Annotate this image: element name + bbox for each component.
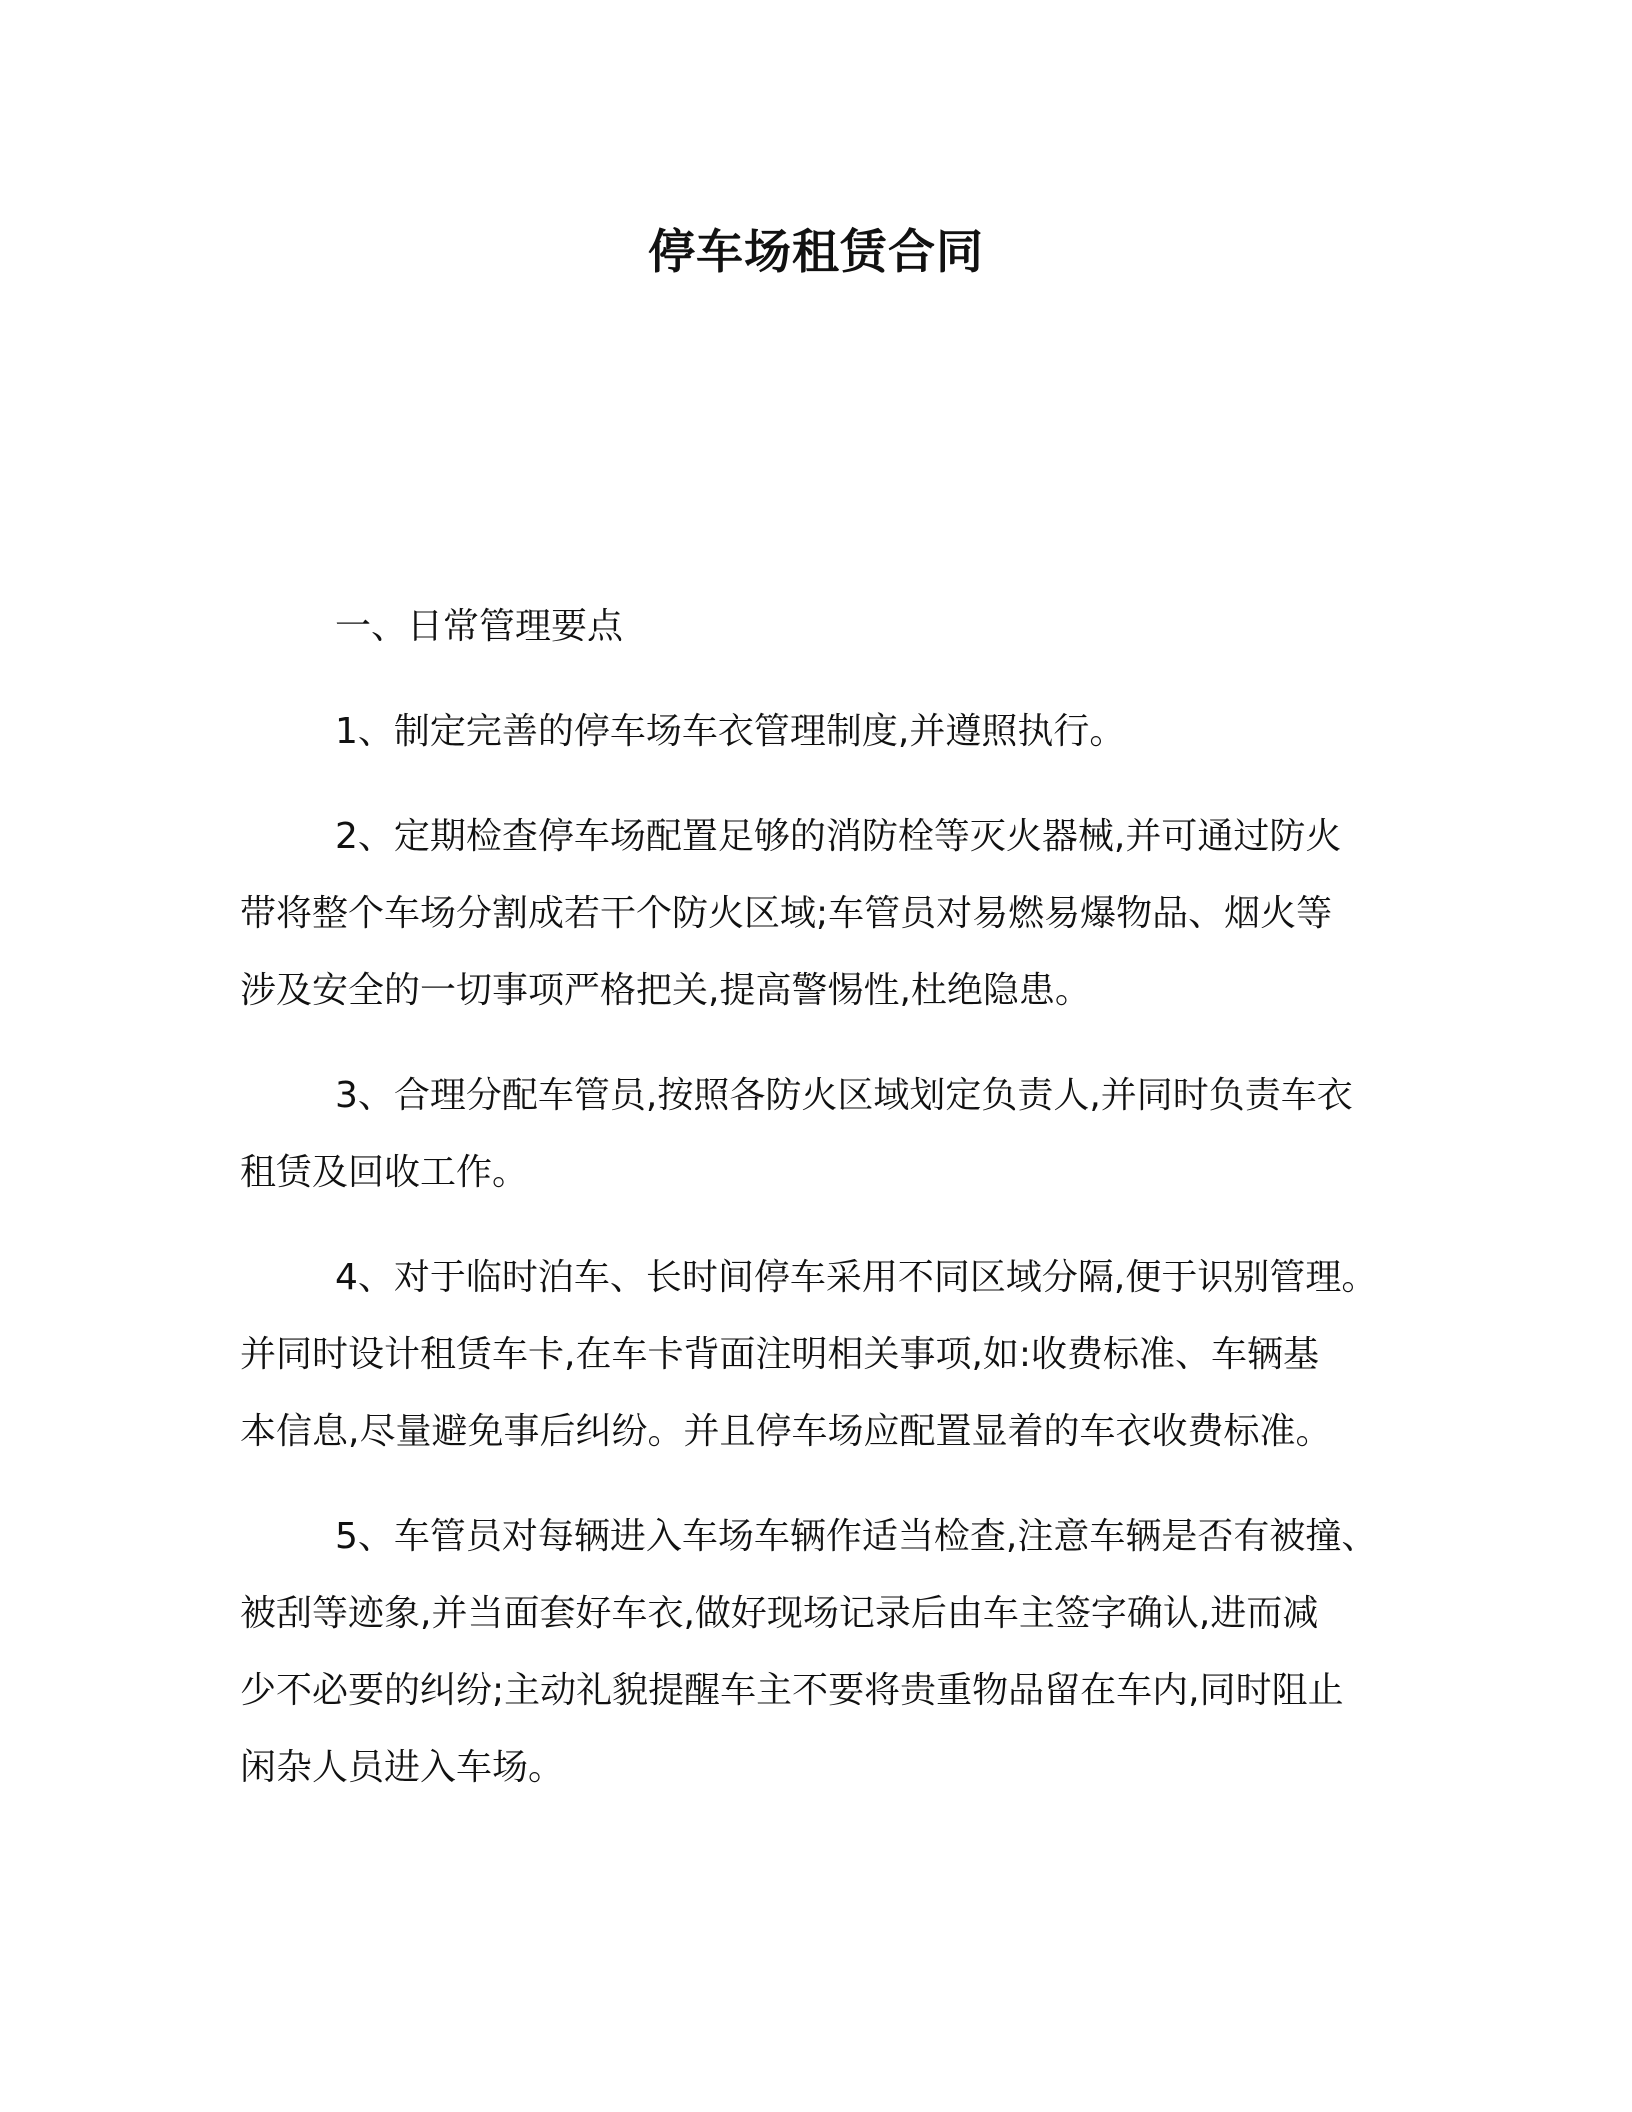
paragraph-line: 2、定期检查停车场配置足够的消防栓等灭火器械,并可通过防火 [335,816,1342,857]
paragraph-3 [240,1057,1400,1211]
section-heading: 一、日常管理要点 [335,606,624,647]
paragraph-5 [240,1498,1400,1806]
paragraph-line: 涉及安全的一切事项严格把关,提高警惕性,杜绝隐患。 [240,970,1091,1011]
paragraph-line: 3、合理分配车管员,按照各防火区域划定负责人,并同时负责车衣 [335,1075,1353,1116]
paragraph-2 [240,798,1400,1029]
paragraph-line: 带将整个车场分割成若干个防火区域;车管员对易燃易爆物品、烟火等 [240,893,1333,934]
paragraph-line: 被刮等迹象,并当面套好车衣,做好现场记录后由车主签字确认,进而减 [240,1593,1319,1634]
paragraph-line: 1、制定完善的停车场车衣管理制度,并遵照执行。 [335,711,1126,752]
paragraph-1 [240,693,1400,770]
document-body [240,588,1400,1834]
paragraph-line: 5、车管员对每辆进入车场车辆作适当检查,注意车辆是否有被撞、 [335,1516,1378,1557]
paragraph-4 [240,1239,1400,1470]
paragraph-line: 并同时设计租赁车卡,在车卡背面注明相关事项,如:收费标准、车辆基 [240,1334,1320,1375]
paragraph-line: 闲杂人员进入车场。 [240,1747,565,1788]
paragraph-line: 4、对于临时泊车、长时间停车采用不同区域分隔,便于识别管理。 [335,1257,1378,1298]
document-title: 停车场租赁合同 [648,225,984,280]
paragraph-line: 租赁及回收工作。 [240,1152,529,1193]
paragraph-line: 少不必要的纠纷;主动礼貌提醒车主不要将贵重物品留在车内,同时阻止 [240,1670,1344,1711]
paragraph-line: 本信息,尽量避免事后纠纷。并且停车场应配置显着的车衣收费标准。 [240,1411,1332,1452]
